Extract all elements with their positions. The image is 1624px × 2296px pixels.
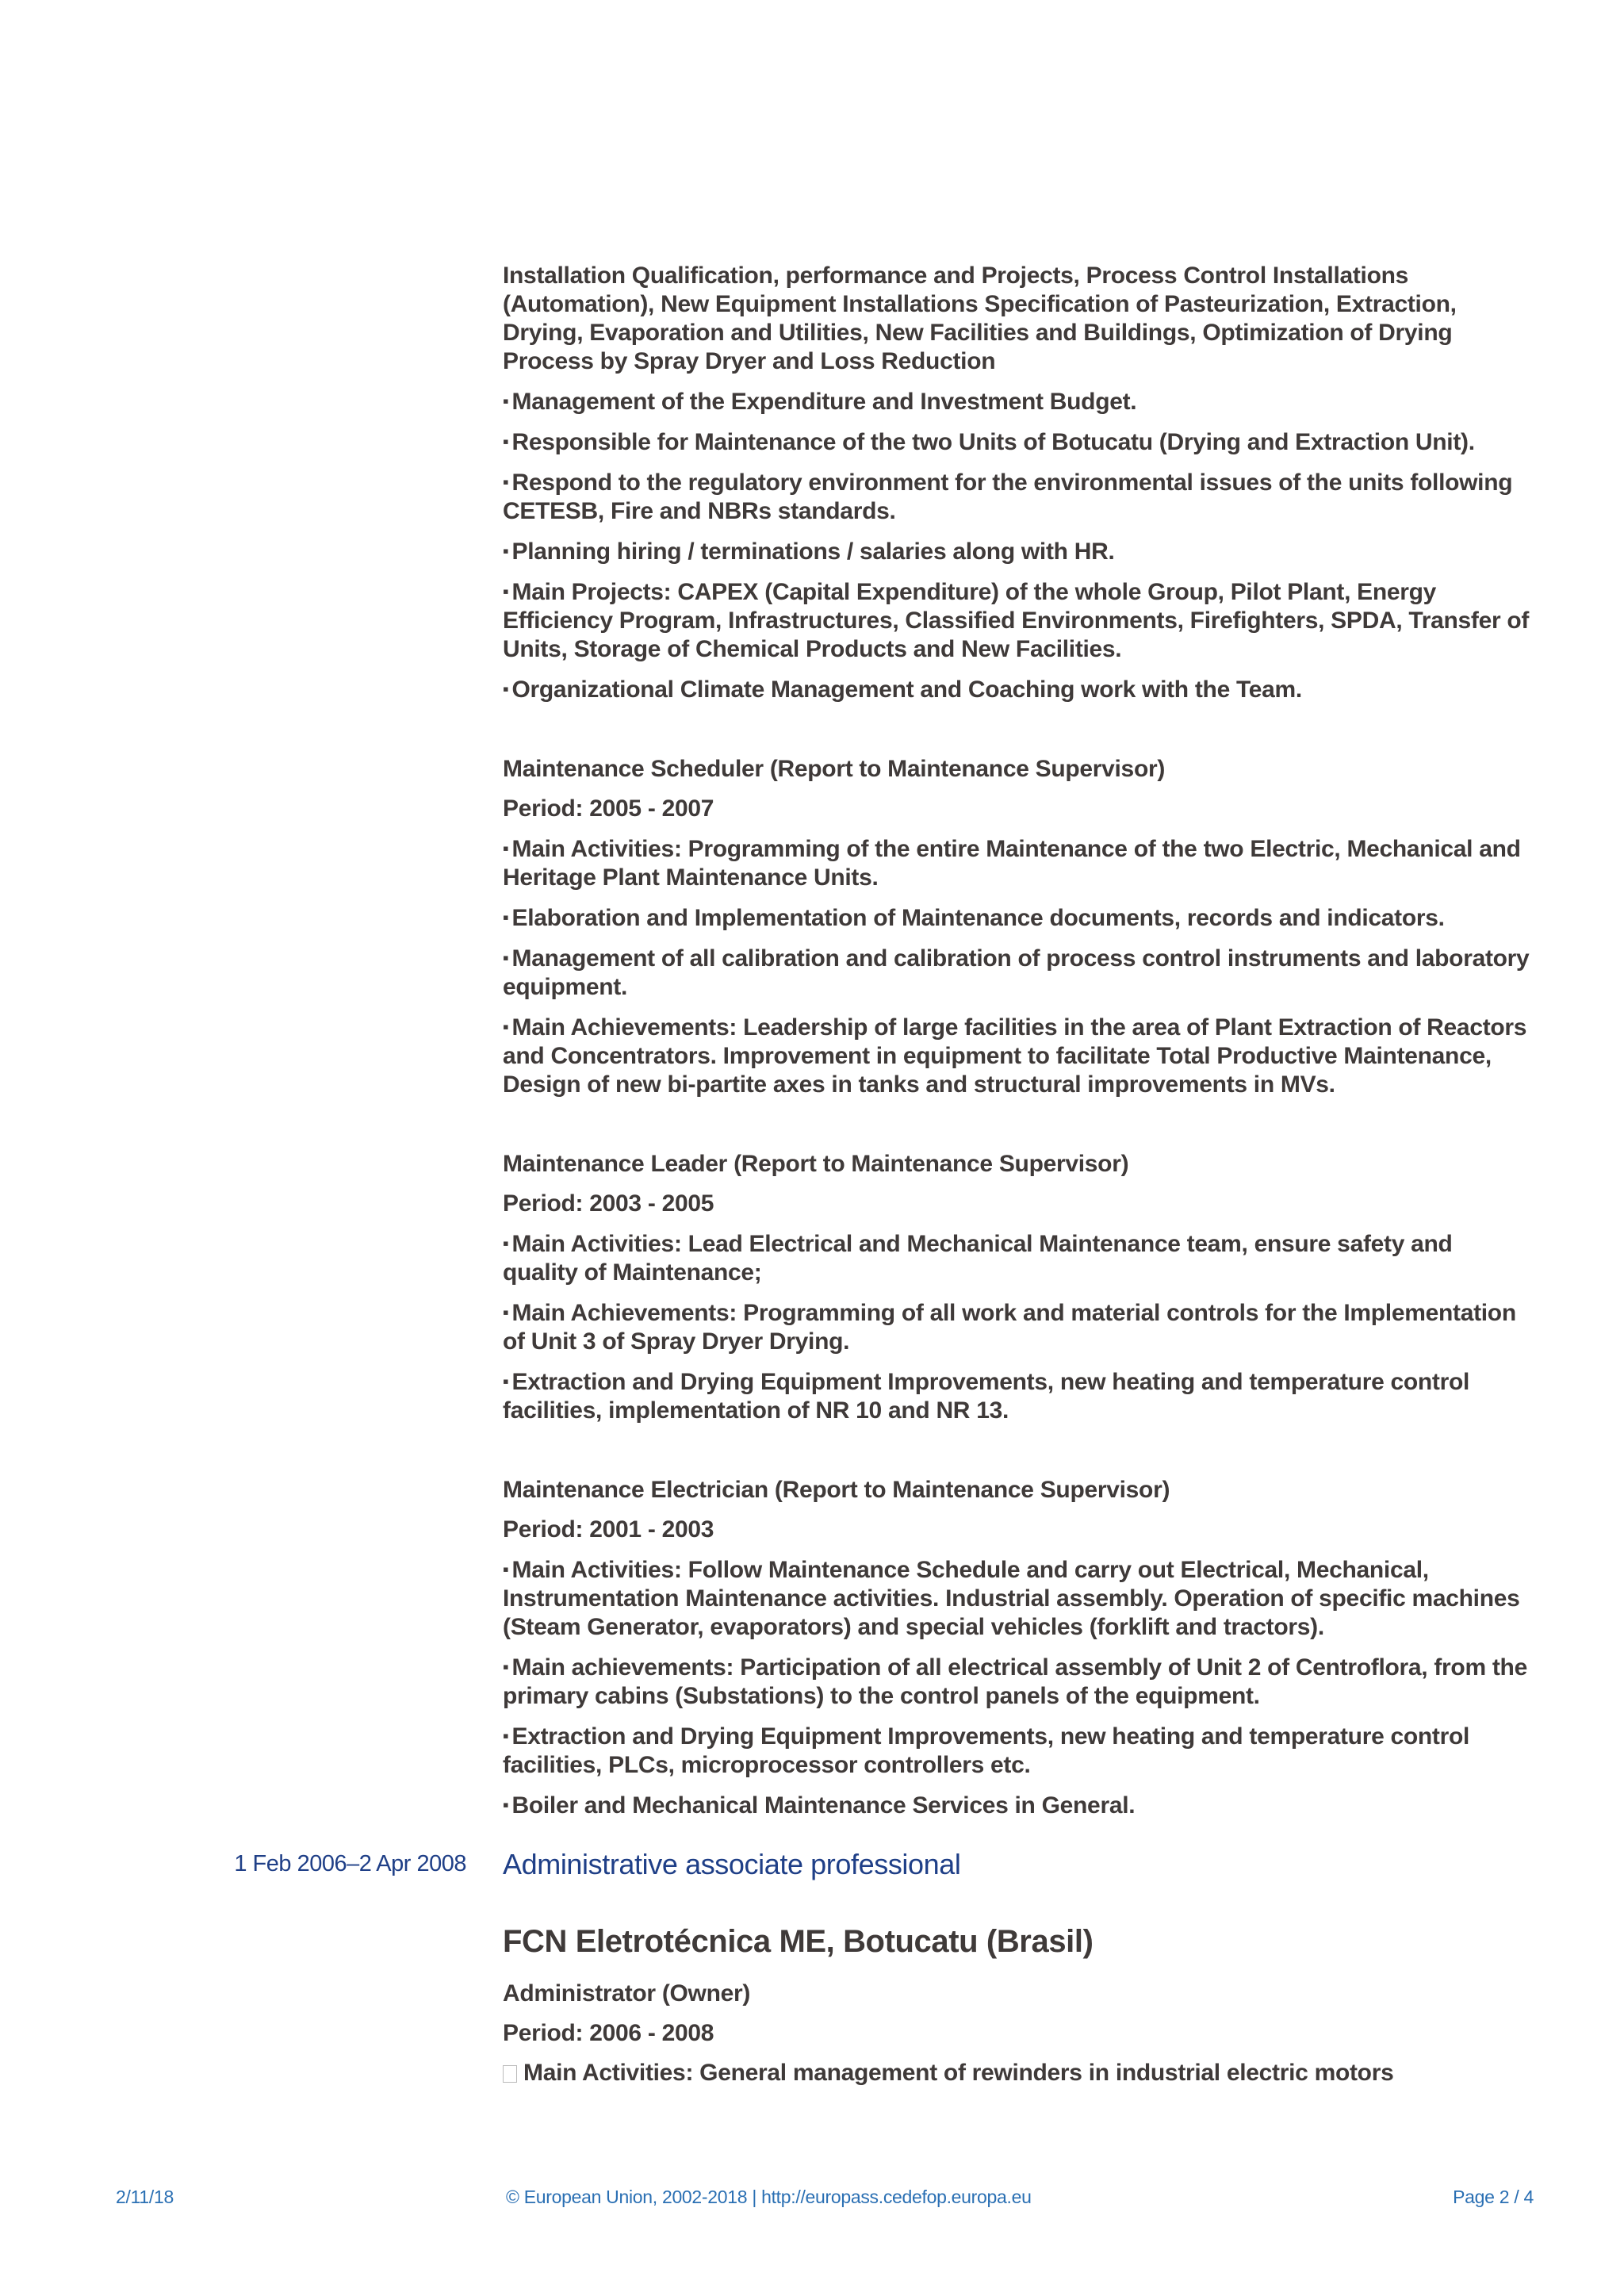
- role-title: Maintenance Scheduler (Report to Maintenance Supervisor): [503, 756, 1166, 782]
- list-item: ▪ Management of all calibration and calibration of process control instruments and laboratory equipment.: [503, 945, 1530, 1000]
- occupation-title: Administrative associate professional: [503, 1848, 961, 1880]
- list-item: ▪ Organizational Climate Management and Coaching work with the Team.: [503, 677, 1302, 703]
- list-item: ▪ Main Activities: Follow Maintenance Schedule and carry out Electrical, Mechanical, Instrumentation Maintenance activities. Industrial assembly. Operation of specific machines (Steam Generator, evaporators) and special vehicles (forklift and tractors).: [503, 1557, 1520, 1640]
- list-item: ▪ Boiler and Mechanical Maintenance Services in General.: [503, 1792, 1136, 1819]
- footer-copyright[interactable]: © European Union, 2002-2018 | http://europass.cedefop.europa.eu: [506, 2187, 1032, 2207]
- role-title: Maintenance Electrician (Report to Maintenance Supervisor): [503, 1477, 1170, 1503]
- role-title: Maintenance Leader (Report to Maintenance Supervisor): [503, 1151, 1129, 1177]
- list-item: ▪ Respond to the regulatory environment for the environmental issues of the units following CETESB, Fire and NBRs standards.: [503, 470, 1513, 524]
- list-item: ▪ Elaboration and Implementation of Maintenance documents, records and indicators.: [503, 905, 1445, 931]
- list-item: ▪ Extraction and Drying Equipment Improvements, new heating and temperature control facilities, implementation of NR 10 and NR 13.: [503, 1369, 1470, 1424]
- experience-details: [503, 262, 1534, 1831]
- employer-name: FCN Eletrotécnica ME, Botucatu (Brasil): [503, 1924, 1094, 1959]
- missing-glyph-icon: [503, 2065, 517, 2083]
- list-item: Main Activities: General management of rewinders in industrial electric motors: [503, 2059, 1534, 2087]
- role-title: Administrator (Owner): [503, 1980, 751, 2007]
- role-period: Period: 2001 - 2003: [503, 1516, 714, 1543]
- list-item: ▪ Planning hiring / terminations / salaries along with HR.: [503, 539, 1115, 565]
- footer-page-number: Page 2 / 4: [1453, 2187, 1534, 2207]
- list-item: ▪ Main Activities: Lead Electrical and Mechanical Maintenance team, ensure safety and quality of Maintenance;: [503, 1231, 1453, 1286]
- position-date-range: 1 Feb 2006–2 Apr 2008: [234, 1851, 466, 1876]
- role-period: Period: 2006 - 2008: [503, 2020, 714, 2046]
- list-item: ▪ Responsible for Maintenance of the two Units of Botucatu (Drying and Extraction Unit).: [503, 429, 1475, 455]
- list-item: ▪ Main achievements: Participation of all electrical assembly of Unit 2 of Centroflora, from the primary cabins (Substations) to the control panels of the equipment.: [503, 1654, 1527, 1709]
- list-item: ▪ Main Achievements: Leadership of large facilities in the area of Plant Extraction of Reactors and Concentrators. Improvement in equipment to facilitate Total Productive Maintenance, Design of new bi-partite axes in tanks and structural improvements in MVs.: [503, 1014, 1527, 1098]
- footer-date: 2/11/18: [116, 2187, 174, 2207]
- list-item: ▪ Extraction and Drying Equipment Improvements, new heating and temperature control facilities, PLCs, microprocessor controllers etc.: [503, 1723, 1470, 1778]
- role-period: Period: 2003 - 2005: [503, 1190, 714, 1217]
- position-details: [503, 1980, 1534, 2099]
- role-period: Period: 2005 - 2007: [503, 795, 714, 822]
- list-item: ▪ Main Activities: Programming of the entire Maintenance of the two Electric, Mechanical and Heritage Plant Maintenance Units.: [503, 836, 1521, 891]
- list-item: ▪ Main Achievements: Programming of all work and material controls for the Implementation of Unit 3 of Spray Dryer Drying.: [503, 1300, 1516, 1355]
- projects-intro: Installation Qualification, performance and Projects, Process Control Installations (Automation), New Equipment Installations Specification of Pasteurization, Extraction, Drying, Evaporation and Utilities, New Facilities and Buildings, Optimization of Drying Process by Spray Dryer and Loss Reduction: [503, 263, 1457, 374]
- list-item: ▪ Main Projects: CAPEX (Capital Expenditure) of the whole Group, Pilot Plant, Energy Efficiency Program, Infrastructures, Classified Environments, Firefighters, SPDA, Transfer of Units, Storage of Chemical Products and New Facilities.: [503, 579, 1530, 662]
- list-item: ▪ Management of the Expenditure and Investment Budget.: [503, 389, 1137, 415]
